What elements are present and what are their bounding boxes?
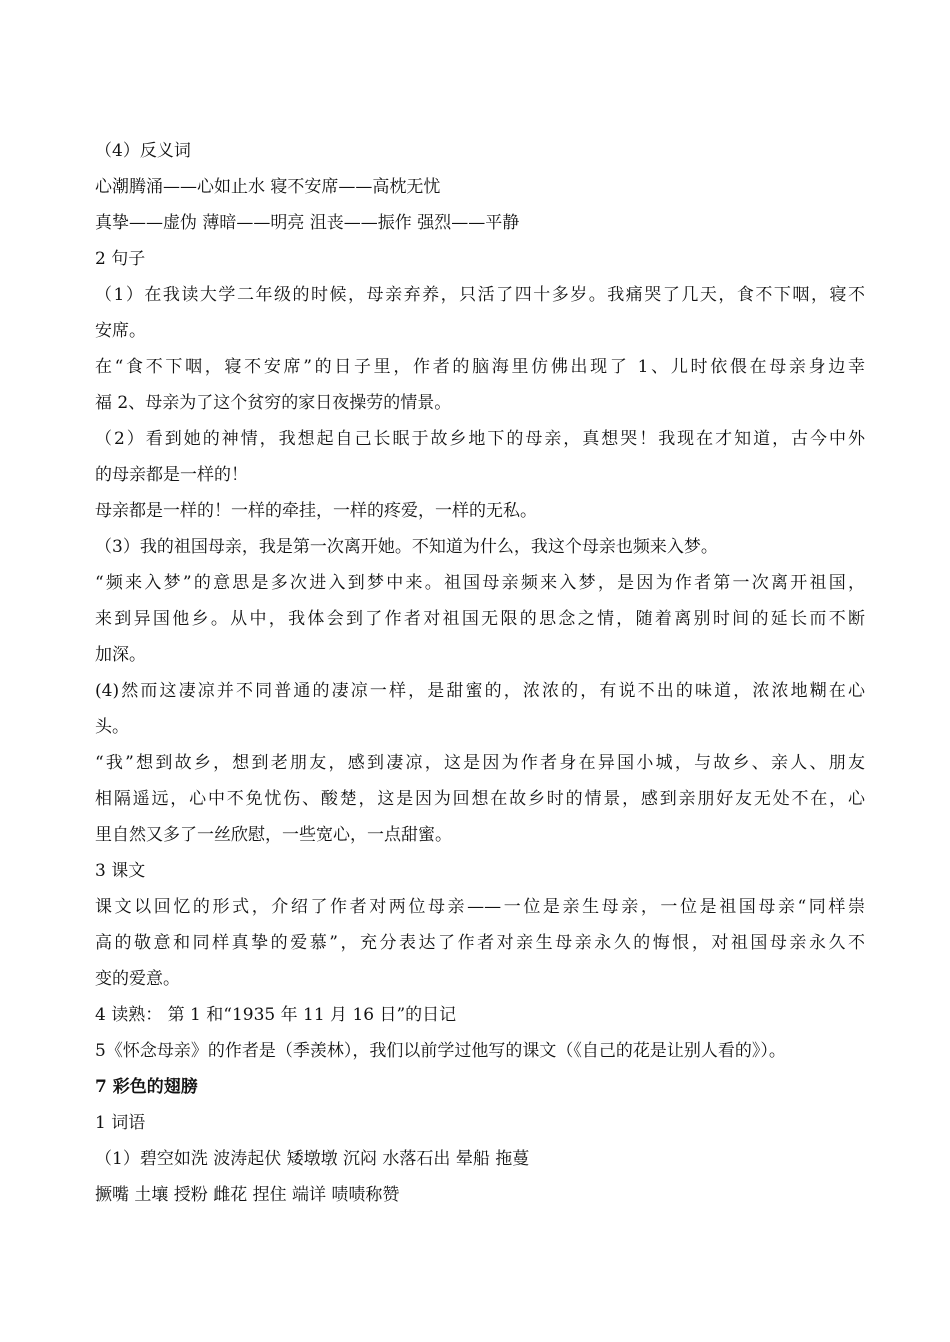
text-line: 高的敬意和同样真挚的爱慕”，充分表达了作者对亲生母亲永久的悔恨，对祖国母亲永久不 [95,933,865,953]
text-line: 相隔遥远，心中不免忧伤、酸楚，这是因为回想在故乡时的情景，感到亲朋好友无处不在，心 [95,789,865,809]
text-line: 里自然又多了一丝欣慰，一些宽心，一点甜蜜。 [95,825,452,845]
text-line: 1 词语 [95,1113,146,1133]
text-line: “频来入梦”的意思是多次进入到梦中来。祖国母亲频来入梦，是因为作者第一次离开祖国， [95,573,865,593]
text-line: 在“食不下咽，寝不安席”的日子里，作者的脑海里仿佛出现了 1、儿时依偎在母亲身边幸 [95,357,865,377]
text-line: 福 2、母亲为了这个贫穷的家日夜操劳的情景。 [95,393,452,413]
text-line: 3 课文 [95,861,146,881]
text-line: 的母亲都是一样的！ [95,465,248,485]
text-line: （3）我的祖国母亲，我是第一次离开她。不知道为什么，我这个母亲也频来入梦。 [95,537,718,557]
text-line: 2 句子 [95,249,146,269]
text-line: (4)然而这凄凉并不同普通的凄凉一样，是甜蜜的，浓浓的，有说不出的味道，浓浓地糊在心 [95,681,865,701]
text-line: 母亲都是一样的！一样的牵挂，一样的疼爱，一样的无私。 [95,501,537,521]
text-line: 撅嘴 土壤 授粉 雌花 捏住 端详 啧啧称赞 [95,1185,400,1205]
text-line: “我”想到故乡，想到老朋友，感到凄凉，这是因为作者身在异国小城，与故乡、亲人、朋友 [95,753,865,773]
text-line: 4 读熟： 第 1 和“1935 年 11 月 16 日”的日记 [95,1005,457,1025]
text-line: （1）在我读大学二年级的时候，母亲弃养，只活了四十多岁。我痛哭了几天，食不下咽，寝不 [95,285,865,305]
text-line: 真挚——虚伪 薄暗——明亮 沮丧——振作 强烈——平静 [95,213,520,233]
section-heading: 7 彩色的翅膀 [95,1077,198,1097]
text-line: 来到异国他乡。从中，我体会到了作者对祖国无限的思念之情，随着离别时间的延长而不断 [95,609,865,629]
text-line: 头。 [95,717,129,737]
text-line: （2）看到她的神情，我想起自己长眠于故乡地下的母亲，真想哭！我现在才知道，古今中外 [95,429,865,449]
text-line: 课文以回忆的形式，介绍了作者对两位母亲——一位是亲生母亲，一位是祖国母亲“同样崇 [95,897,865,917]
text-line: 加深。 [95,645,146,665]
text-line: （1）碧空如洗 波涛起伏 矮墩墩 沉闷 水落石出 晕船 拖蔓 [95,1149,530,1169]
document-body [95,133,865,1213]
text-line: 变的爱意。 [95,969,180,989]
text-line: 5《怀念母亲》的作者是（季羡林），我们以前学过他写的课文（《自己的花是让别人看的》）。 [95,1041,786,1061]
text-line: （4）反义词 [95,141,191,161]
text-line: 心潮腾涌——心如止水 寝不安席——高枕无忧 [95,177,441,197]
text-line: 安席。 [95,321,146,341]
